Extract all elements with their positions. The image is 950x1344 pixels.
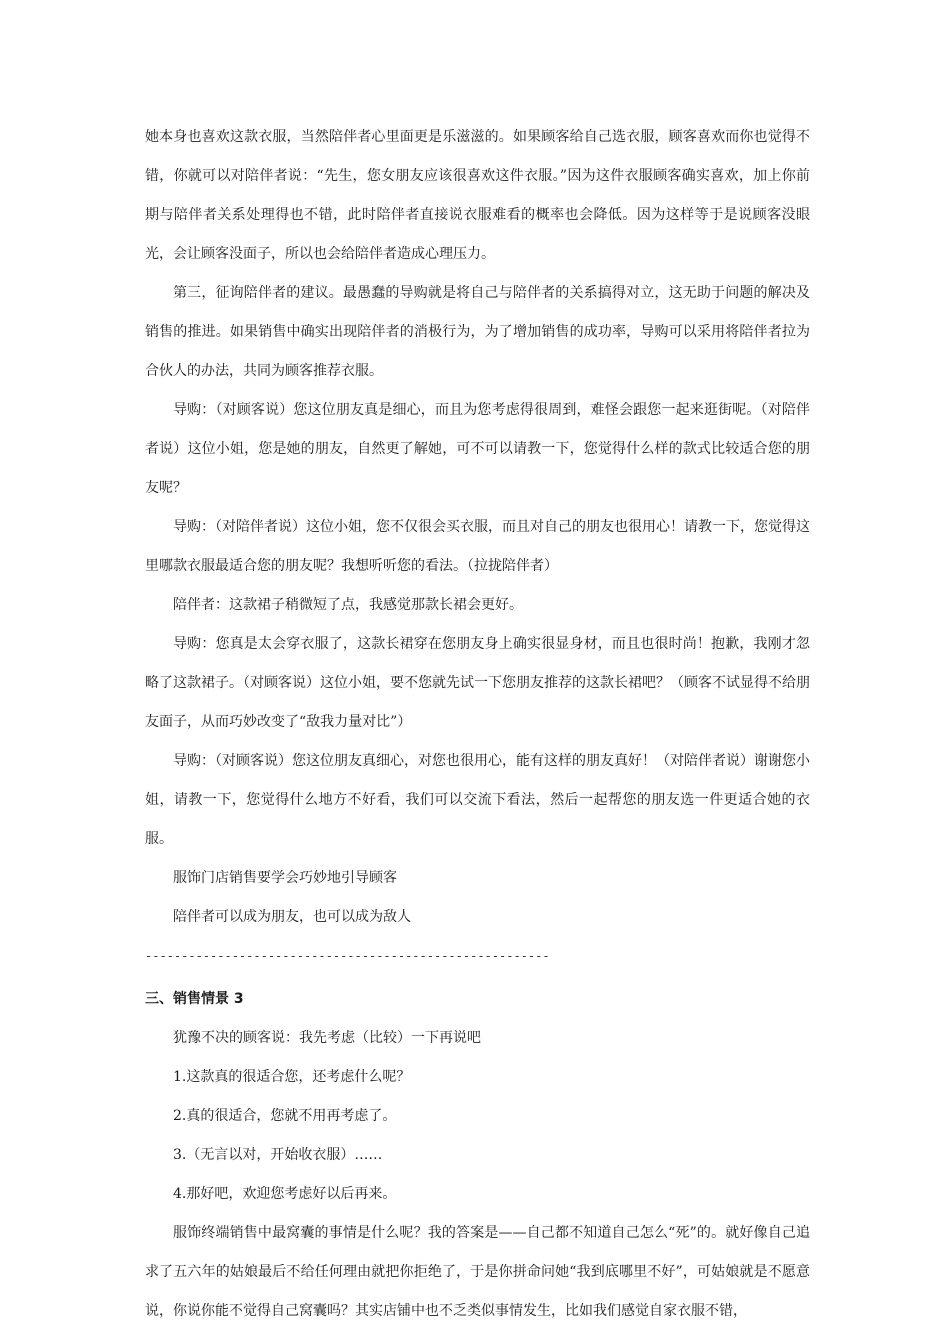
paragraph-dialogue-1: 导购：（对顾客说）您这位朋友真是细心，而且为您考虑得很周到，难怪会跟您一起来逛街呢。（对陪伴者说）这位小姐，您是她的朋友，自然更了解她，可不可以请教一下，您觉得什么样的款式比较适合您的朋友呢？ (145, 402, 810, 496)
paragraph-dialogue-2: 导购：（对陪伴者说）这位小姐，您不仅很会买衣服，而且对自己的朋友也很用心！请教一下，您觉得这里哪款衣服最适合您的朋友呢？我想听听您的看法。（拉拢陪伴者） (145, 519, 810, 574)
paragraph-scenario: 犹豫不决的顾客说：我先考虑（比较）一下再说吧 (173, 1030, 481, 1046)
paragraph-third-point: 第三，征询陪伴者的建议。最愚蠢的导购就是将自己与陪伴者的关系搞得对立，这无助于问题的解决及销售的推进。如果销售中确实出现陪伴者的消极行为，为了增加销售的成功率，导购可以采用将陪伴者拉为合伙人的办法，共同为顾客推荐衣服。 (145, 285, 810, 379)
list-item: 3.（无言以对，开始收衣服）…… (173, 1147, 383, 1163)
paragraph-dialogue-4: 导购：（对顾客说）您这位朋友真细心，对您也很用心，能有这样的朋友真好！（对陪伴者说）谢谢您小姐，请教一下，您觉得什么地方不好看，我们可以交流下看法，然后一起帮您的朋友选一件更适合她的衣服。 (145, 753, 810, 847)
section-heading: 三、销售情景 3 (145, 991, 244, 1007)
list-item: 4.那好吧，欢迎您考虑好以后再来。 (173, 1186, 397, 1202)
list-item: 2.真的很适合，您就不用再考虑了。 (173, 1108, 397, 1124)
paragraph-continuation: 她本身也喜欢这款衣服，当然陪伴者心里面更是乐滋滋的。如果顾客给自己选衣服，顾客喜欢而你也觉得不错，你就可以对陪伴者说：“先生，您女朋友应该很喜欢这件衣服。”因为这件衣服顾客确实喜欢，加上你前期与陪伴者关系处理得也不错，此时陪伴者直接说衣服难看的概率也会降低。因为这样等于是说顾客没眼光，会让顾客没面子，所以也会给陪伴者造成心理压力。 (145, 129, 810, 262)
paragraph-summary-1: 服饰门店销售要学会巧妙地引导顾客 (173, 870, 397, 886)
paragraph-analysis: 服饰终端销售中最窝囊的事情是什么呢？我的答案是——自己都不知道自己怎么“死”的。就好像自己追求了五六年的姑娘最后不给任何理由就把你拒绝了，于是你拼命问她“我到底哪里不好”，可姑娘就是不愿意说，你说你能不觉得自己窝囊吗？其实店铺中也不乏类似事情发生，比如我们感觉自家衣服不错， (145, 1225, 810, 1319)
document-body (145, 118, 810, 1331)
paragraph-companion-reply: 陪伴者：这款裙子稍微短了点，我感觉那款长裙会更好。 (173, 597, 523, 613)
list-item: 1.这款真的很适合您，还考虑什么呢？ (173, 1069, 411, 1085)
section-separator: -------------------------------------------------------- (145, 949, 550, 963)
paragraph-summary-2: 陪伴者可以成为朋友，也可以成为敌人 (173, 909, 411, 925)
paragraph-dialogue-3: 导购：您真是太会穿衣服了，这款长裙穿在您朋友身上确实很显身材，而且也很时尚！抱歉，我刚才忽略了这款裙子。（对顾客说）这位小姐，要不您就先试一下您朋友推荐的这款长裙吧？（顾客不试显得不给朋友面子，从而巧妙改变了“敌我力量对比”） (145, 636, 810, 730)
